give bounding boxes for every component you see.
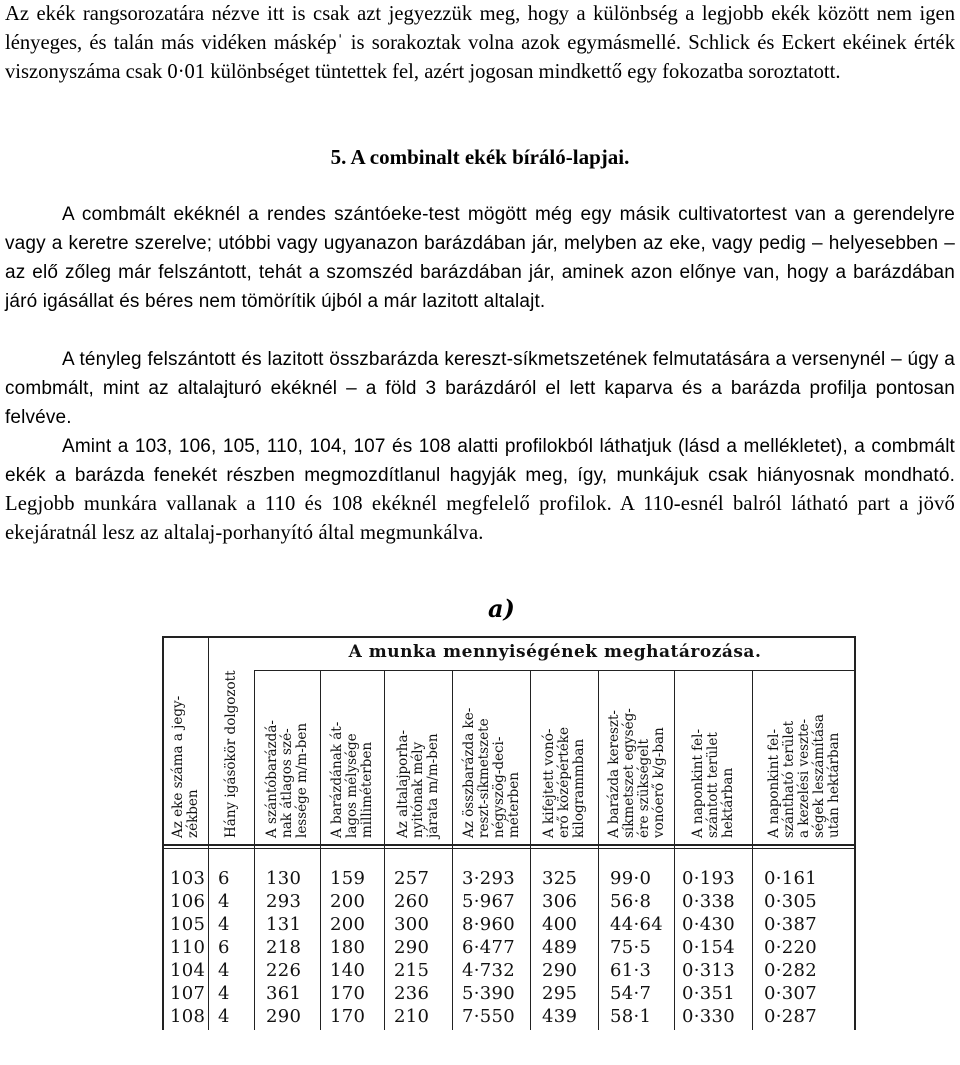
table-cell: 236 xyxy=(394,983,430,1004)
table-cell: 306 xyxy=(542,891,578,912)
table-cell: 170 xyxy=(330,983,366,1004)
table-column-rule xyxy=(320,670,321,1030)
table-header-line: milliméterben xyxy=(359,741,375,838)
table-cell: 104 xyxy=(170,960,206,981)
table-header-line: ére szükségelt xyxy=(635,739,652,838)
table-cell: 105 xyxy=(170,914,206,935)
paragraph-1: A combmált ekéknél a rendes szántóeke-test mögött még egy másik cultivatortest van a gerendelyre vagy a keretre szerelve; utóbbi vagy ugyanazon barázdában jár, melyben az eke, vagy pedig – helyesebben – az elő zőleg már felszántott, tehát a szomszéd barázdában jár, aminek azon előnye van, hogy a barázdában járó igásállat és béres nem tömörítik újból a már lazitott altalajt. xyxy=(5,204,955,312)
table-cell: 56·8 xyxy=(610,891,652,912)
data-table xyxy=(162,636,856,1034)
table-column-rule xyxy=(452,670,453,1030)
paragraph-2: A tényleg felszántott és lazitott összbarázda kereszt-síkmetszetének felmutatására a versenynél – úgy a combmált, mint az altalajturó ekéknél – a föld 3 barázdáról el lett kaparva és a barázda profilja pontosan felvéve. xyxy=(5,349,955,428)
table-column-rule xyxy=(752,670,753,1030)
table-cell: 4 xyxy=(218,914,230,935)
table-header-line: A barázda kereszt- xyxy=(605,710,622,838)
table-header-line: Az eke száma a jegy- xyxy=(169,695,186,838)
table-header-line: vonóerő k/g-ban xyxy=(650,727,667,838)
table-header-cell xyxy=(454,672,529,842)
table-header-line: lagos mélysége xyxy=(344,733,360,838)
table-header-cell xyxy=(676,672,751,842)
table-column-rule xyxy=(674,670,675,1030)
table-cell: 293 xyxy=(266,891,302,912)
table-header-line: lessége m/m-ben xyxy=(294,722,310,838)
table-cell: 7·550 xyxy=(462,1006,516,1027)
table-header-line: A naponkint fel- xyxy=(766,728,782,838)
table-cell: 0·193 xyxy=(682,868,736,889)
table-header-line: A szántóbarázdá- xyxy=(264,720,280,838)
table-cell: 290 xyxy=(394,937,430,958)
table-cell: 400 xyxy=(542,914,578,935)
table-header-cell xyxy=(532,672,597,842)
table-cell: 61·3 xyxy=(610,960,652,981)
table-cell: 489 xyxy=(542,937,578,958)
table-cell: 131 xyxy=(266,914,302,935)
table-column-rule xyxy=(254,670,255,1030)
table-cell: 226 xyxy=(266,960,302,981)
table-cell: 218 xyxy=(266,937,302,958)
section-heading xyxy=(0,145,960,170)
table-header-line: hektárban xyxy=(720,767,736,838)
table-cell: 260 xyxy=(394,891,430,912)
table-cell: 0·287 xyxy=(764,1006,818,1027)
table-cell: 103 xyxy=(170,868,206,889)
table-header-line: szántott terület xyxy=(705,732,721,838)
table-header-line: síkmetszet egység- xyxy=(620,708,637,838)
table-header-cell xyxy=(164,640,207,842)
paragraph-3 xyxy=(5,432,955,548)
table-cell: 6 xyxy=(218,868,230,889)
table-column-rule xyxy=(208,636,209,1030)
table-header-line: Az összbarázda ke- xyxy=(460,707,477,838)
intro-paragraph: Az ekék rangsorozatára nézve itt is csak azt jegyezzük meg, hogy a különbség a legjobb ekék között nem igen lényeges, és talán más vidéken másképˈ is sorakoztak volna azok egymásmellé. Schlick és Eckert ekéinek érték viszonyszáma csak 0·01 különbséget tüntettek fel, azért jogosan mindkettő egy fokozatba soroztatott. xyxy=(5,3,955,83)
table-cell: 180 xyxy=(330,937,366,958)
table-cell: 361 xyxy=(266,983,302,1004)
table-cell: 295 xyxy=(542,983,578,1004)
table-header-line: Hány igásökör dolgozott xyxy=(223,670,239,838)
table-cell: 200 xyxy=(330,891,366,912)
paragraph-3-part-2: Legjobb munkára vallanak a 110 és 108 ekéknél megfelelő profilok. A 110-esnél balról látható part a jövő ekejáratnál lesz az altalaj-porhanyító által megmunkálva. xyxy=(5,493,955,544)
table-cell: 54·7 xyxy=(610,983,652,1004)
table-cell: 75·5 xyxy=(610,937,652,958)
table-cell: 0·154 xyxy=(682,937,736,958)
table-cell: 108 xyxy=(170,1006,206,1027)
table-cell: 0·330 xyxy=(682,1006,736,1027)
table-cell: 140 xyxy=(330,960,366,981)
table-header-line: a kezelési veszte- xyxy=(796,718,812,838)
table-cell: 99·0 xyxy=(610,868,652,889)
table-cell: 0·220 xyxy=(764,937,818,958)
table-border-top xyxy=(162,636,856,638)
table-super-line xyxy=(254,670,856,671)
table-cell: 300 xyxy=(394,914,430,935)
table-cell: 0·305 xyxy=(764,891,818,912)
table-cell: 110 xyxy=(170,937,206,958)
figure-label: a) xyxy=(488,594,515,623)
paragraph-3-part-1: Amint a 103, 106, 105, 110, 104, 107 és 108 alatti profilokból láthatjuk (lásd a mellékletet), a combmált ekék a barázda fenekét részben megmozdítlanul hagyják meg, így, munkájuk csak hiányosnak mondható. xyxy=(5,436,955,486)
table-cell: 0·351 xyxy=(682,983,736,1004)
table-header-line: járata m/m-ben xyxy=(425,733,441,838)
table-cell: 0·430 xyxy=(682,914,736,935)
table-cell: 4 xyxy=(218,891,230,912)
table-cell: 0·338 xyxy=(682,891,736,912)
table-header-line: A barázdának át- xyxy=(329,721,345,838)
section-heading-text: 5. A combinalt ekék bíráló-lapjai. xyxy=(330,145,630,169)
table-cell: 130 xyxy=(266,868,302,889)
table-cell: 3·293 xyxy=(462,868,516,889)
table-header-line: A naponkint fel- xyxy=(690,728,706,838)
table-cell: 325 xyxy=(542,868,578,889)
table-super-title: A munka mennyiségének meghatározása. xyxy=(348,642,762,662)
table-header-line: kilogrammban xyxy=(571,738,587,838)
table-column-rule xyxy=(384,670,385,1030)
table-header-line: után hektárban xyxy=(826,732,842,838)
table-cell: 200 xyxy=(330,914,366,935)
table-cell: 170 xyxy=(330,1006,366,1027)
table-cell: 257 xyxy=(394,868,430,889)
table-cell: 0·387 xyxy=(764,914,818,935)
table-cell: 4 xyxy=(218,960,230,981)
table-header-line: nak átlagos szé- xyxy=(279,728,295,838)
table-cell: 4 xyxy=(218,983,230,1004)
table-header-line: méterben xyxy=(505,772,522,838)
table-cell: 5·390 xyxy=(462,983,516,1004)
table-header-line: reszt-síkmetszete xyxy=(475,718,492,838)
table-header-line: négyszög-deci- xyxy=(490,736,507,838)
table-header-cell xyxy=(600,672,673,842)
table-cell: 4 xyxy=(218,1006,230,1027)
table-header-line: ségek leszámítása xyxy=(811,714,827,838)
table-cell: 58·1 xyxy=(610,1006,652,1027)
table-column-rule xyxy=(598,670,599,1030)
table-cell: 4·732 xyxy=(462,960,516,981)
table-header-cell xyxy=(322,672,383,842)
table-header-cell xyxy=(256,672,319,842)
table-cell: 215 xyxy=(394,960,430,981)
table-cell: 0·313 xyxy=(682,960,736,981)
table-cell: 0·161 xyxy=(764,868,818,889)
table-cell: 5·967 xyxy=(462,891,516,912)
table-cell: 290 xyxy=(266,1006,302,1027)
table-header-line: nyitónak mély xyxy=(410,741,426,838)
table-header-cell xyxy=(754,672,855,842)
table-header-cell xyxy=(386,672,451,842)
table-header-line: erő középértéke xyxy=(556,727,572,838)
table-cell: 44·64 xyxy=(610,914,664,935)
table-cell: 210 xyxy=(394,1006,430,1027)
table-cell: 0·282 xyxy=(764,960,818,981)
table-header-cell xyxy=(210,640,253,842)
table-cell: 6 xyxy=(218,937,230,958)
table-header-line: Az altalajporha- xyxy=(395,729,411,838)
table-cell: 8·960 xyxy=(462,914,516,935)
table-header-line: szántható terület xyxy=(781,720,797,838)
table-cell: 439 xyxy=(542,1006,578,1027)
table-cell: 107 xyxy=(170,983,206,1004)
table-column-rule xyxy=(530,670,531,1030)
table-cell: 159 xyxy=(330,868,366,889)
table-cell: 6·477 xyxy=(462,937,516,958)
table-cell: 106 xyxy=(170,891,206,912)
table-cell: 0·307 xyxy=(764,983,818,1004)
table-cell: 290 xyxy=(542,960,578,981)
table-header-line: zékben xyxy=(184,789,201,838)
table-header-line: A kifejtett vonó- xyxy=(541,728,557,838)
